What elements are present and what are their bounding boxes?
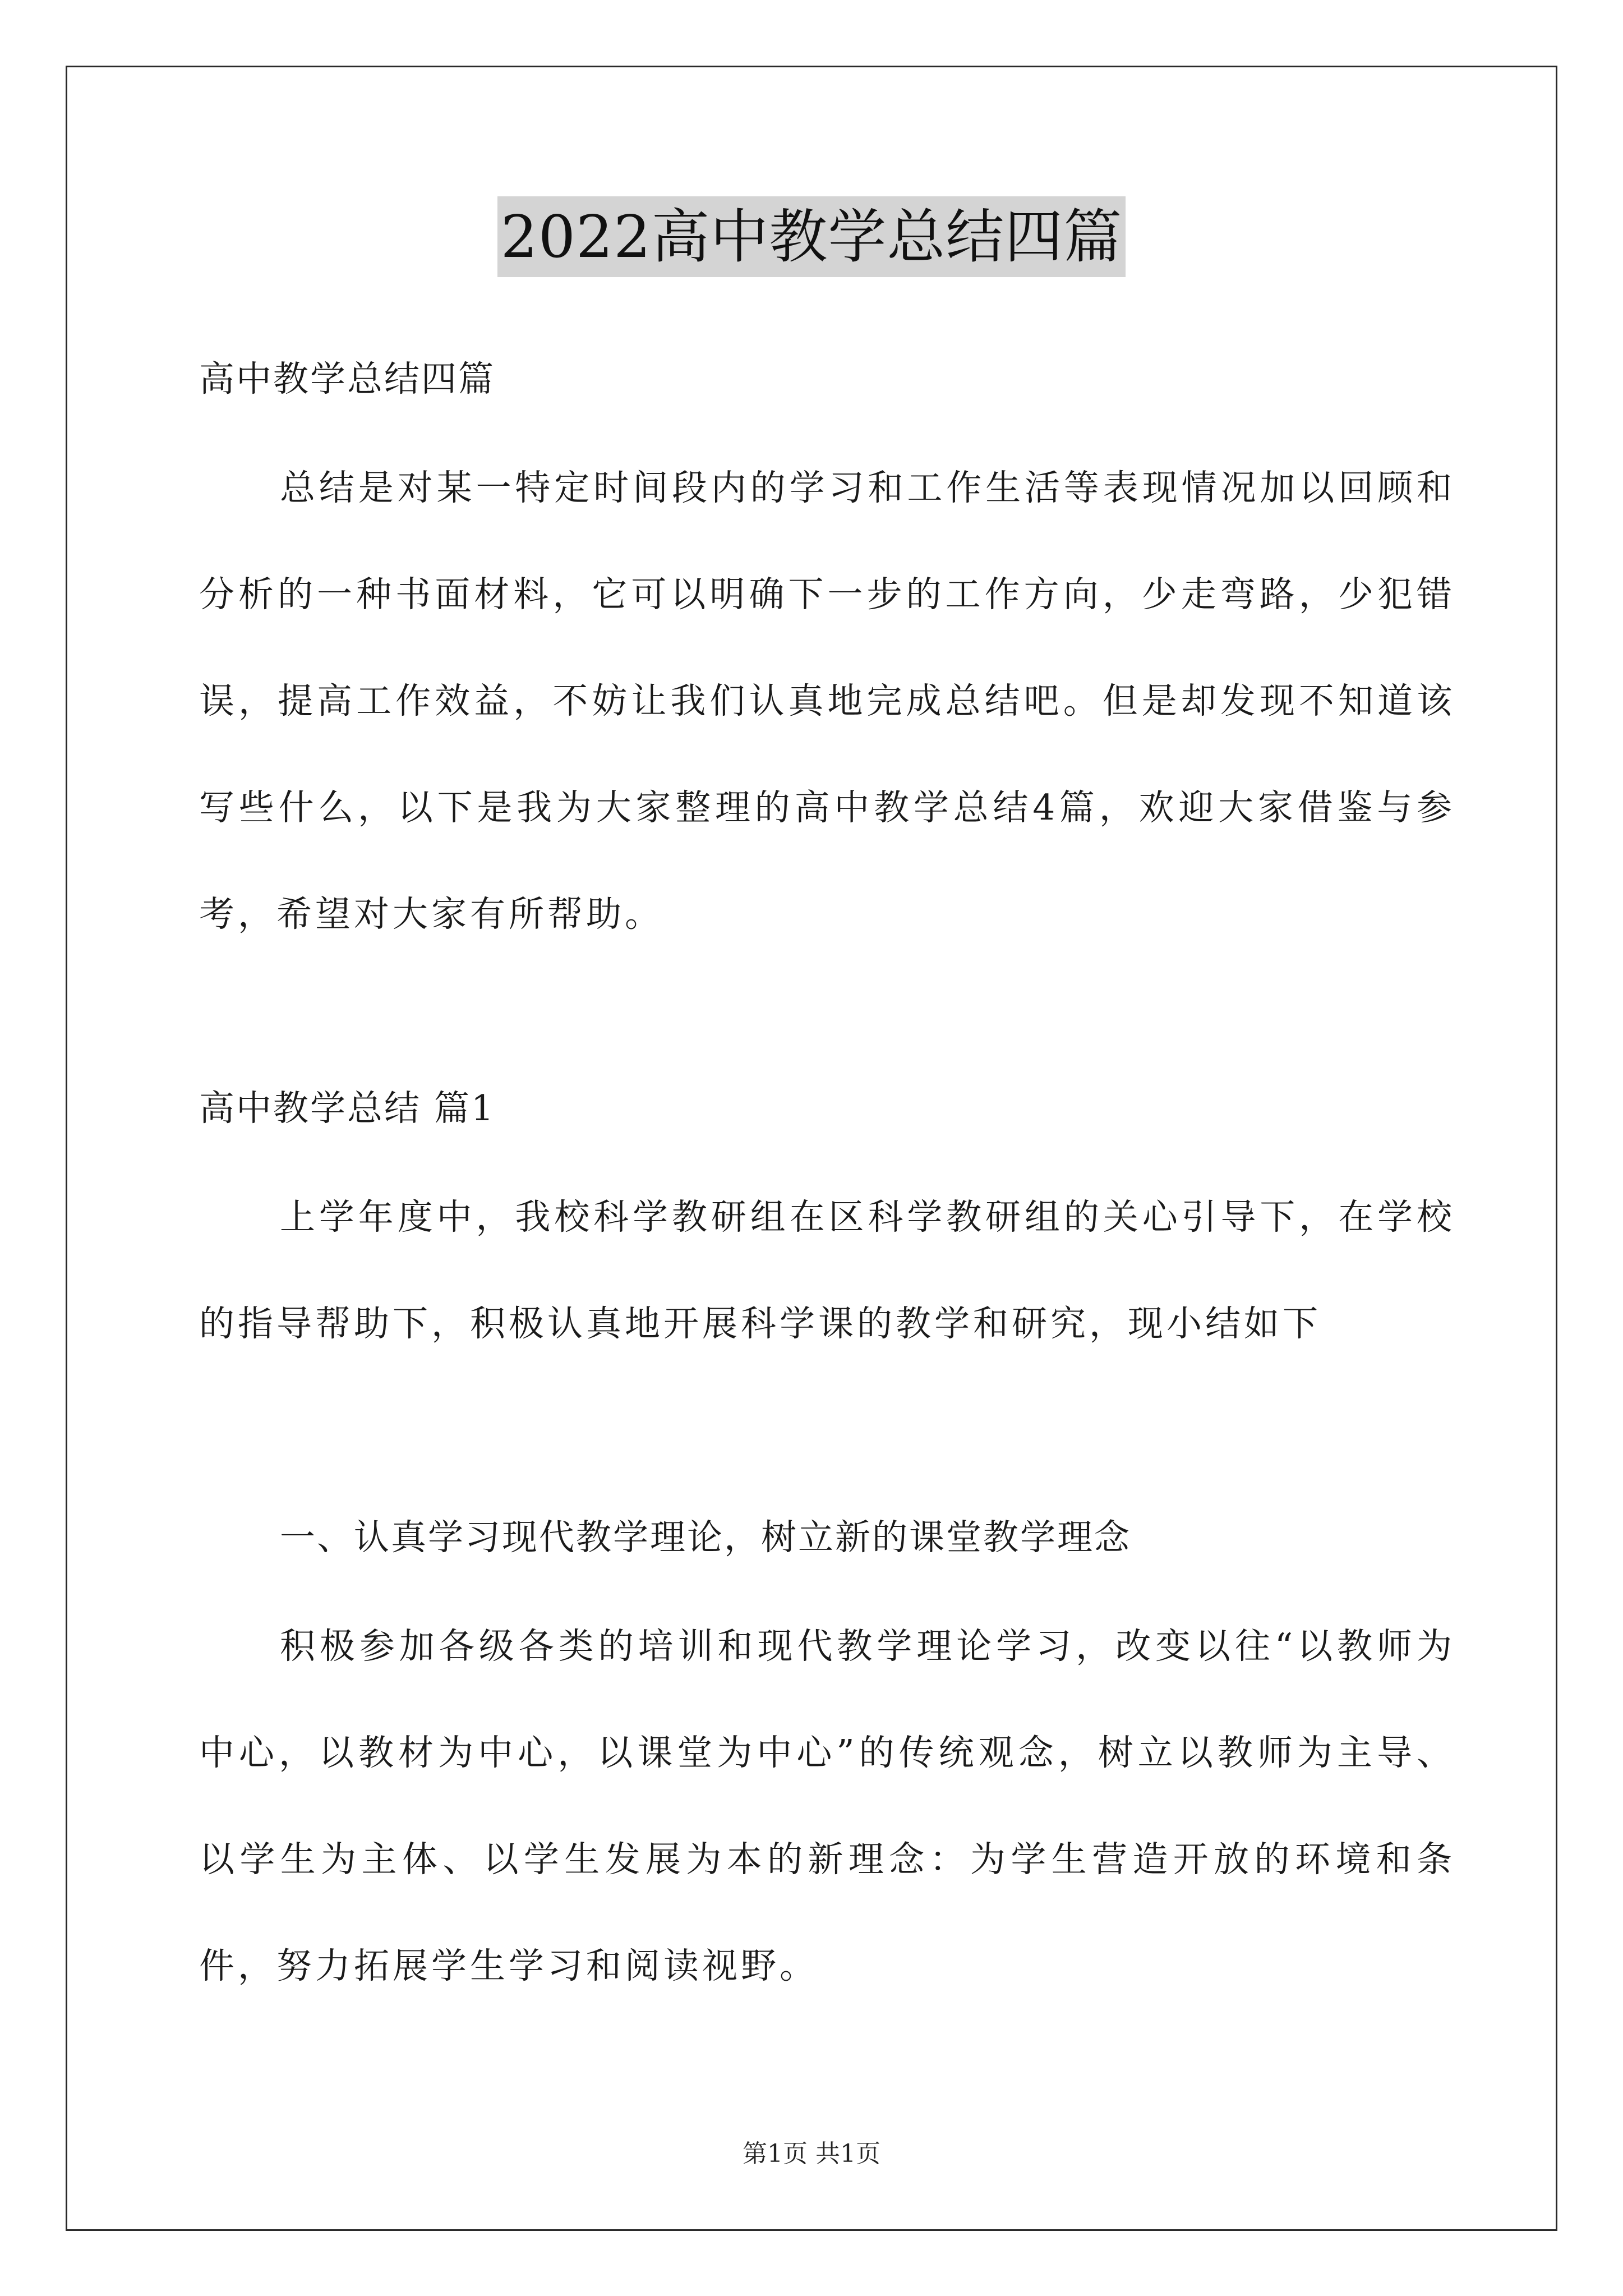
intro-section xyxy=(199,435,1455,968)
document-title: 2022高中教学总结四篇 xyxy=(497,196,1126,277)
page-footer: 第1页 共1页 xyxy=(743,2139,880,2168)
point-body xyxy=(199,1593,1455,2019)
intro-paragraph: 总结是对某一特定时间段内的学习和工作生活等表现情况加以回顾和分析的一种书面材料，它可以明确下一步的工作方向，少走弯路，少犯错误，提高工作效益，不妨让我们认真地完成总结吧。但是却发现不知道该写些什么，以下是我为大家整理的高中教学总结4篇，欢迎大家借鉴与参考，希望对大家有所帮助。 xyxy=(199,467,1455,935)
title-container xyxy=(0,196,1623,277)
section-paragraph: 上学年度中，我校科学教研组在区科学教研组的关心引导下，在学校的指导帮助下，积极认真地开展科学课的教学和研究，现小结如下 xyxy=(199,1197,1455,1344)
point-paragraph: 积极参加各级各类的培训和现代教学理论学习，改变以往“以教师为中心，以教材为中心，以课堂为中心”的传统观念，树立以教师为主导、以学生为主体、以学生发展为本的新理念：为学生营造开放的环境和条件，努力拓展学生学习和阅读视野。 xyxy=(199,1626,1455,1986)
section-body xyxy=(199,1164,1455,1377)
section-heading: 高中教学总结 篇1 xyxy=(199,1088,496,1129)
point-heading: 一、认真学习现代教学理论，树立新的课堂教学理念 xyxy=(280,1517,1131,1558)
document-subtitle: 高中教学总结四篇 xyxy=(199,358,495,399)
